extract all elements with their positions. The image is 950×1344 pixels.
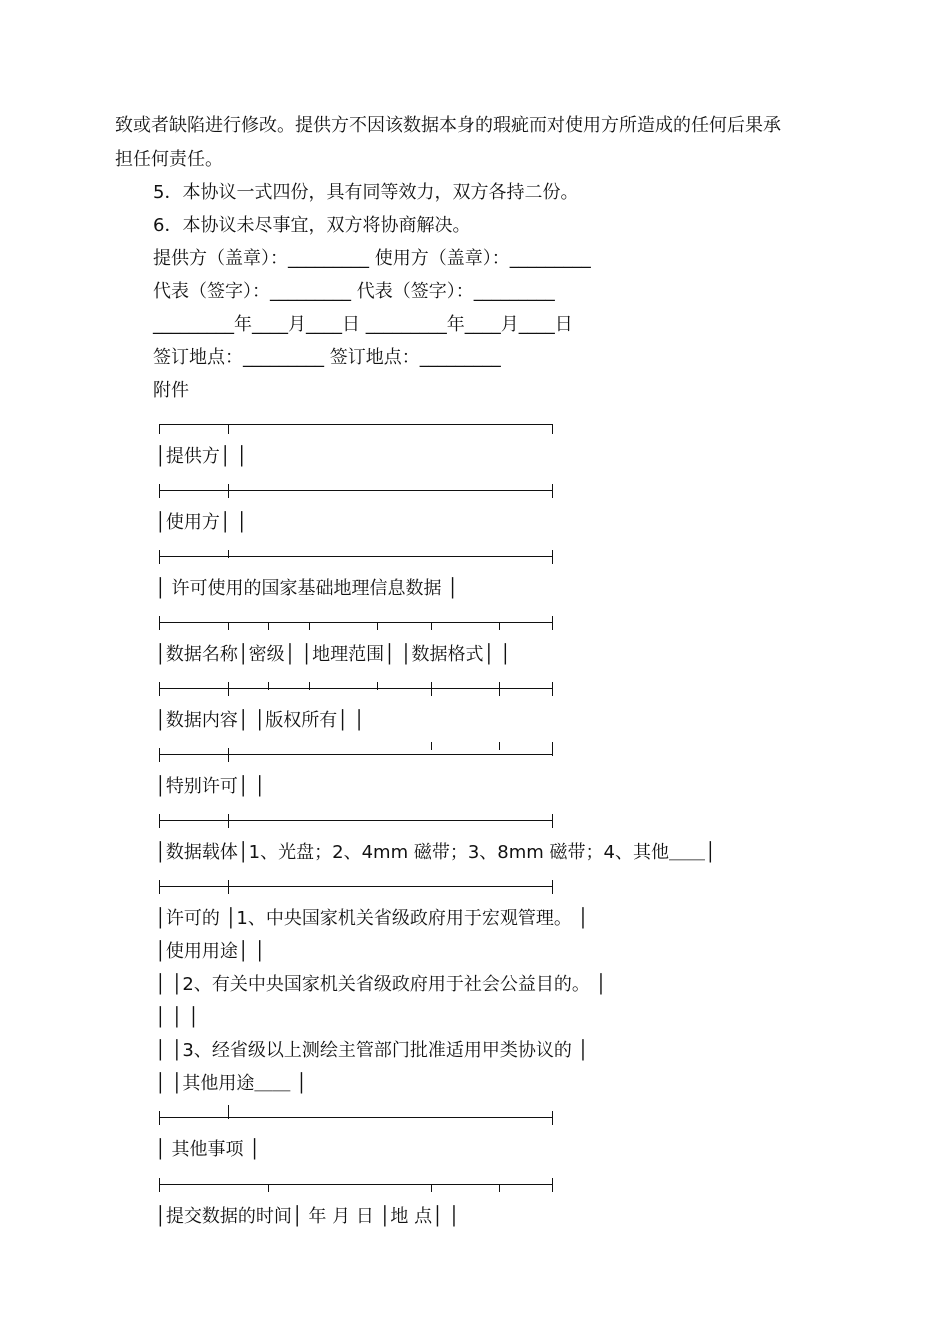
form-rule-6 [159,820,553,821]
form-row-other-matters: │ 其他事项 │ [155,1139,261,1160]
paragraph-line-2: 担任何责任。 [115,149,223,170]
tick [228,748,229,762]
form-row-use-label: │使用用途│ │ [155,941,266,962]
form-rule-4 [159,688,553,689]
form-row-data-carrier: │数据载体│1、光盘；2、4mm 磁带；3、8mm 磁带；4、其他＿＿│ [155,842,716,863]
form-row-licensed-data: │ 许可使用的国家基础地理信息数据 │ [155,578,459,599]
form-row-use-2: │ │2、有关中央国家机关省级政府用于社会公益目的。 │ [155,974,607,995]
tick [268,622,269,630]
paragraph-line-1: 致或者缺陷进行修改。提供方不因该数据本身的瑕疵而对使用方所造成的任何后果承 [115,115,781,136]
tick [159,748,160,762]
tick [159,484,160,498]
signature-place-line: 签订地点：_________ 签订地点：_________ [153,347,501,368]
tick [228,880,229,894]
tick [268,682,269,690]
clause-6: 6．本协议未尽事宜，双方将协商解决。 [153,215,471,236]
form-rule-9 [159,1184,553,1185]
tick [431,742,432,750]
tick [431,1184,432,1192]
attachment-title: 附件 [153,380,189,401]
form-row-special-permit: │特别许可│ │ [155,776,266,797]
tick [159,814,160,828]
tick [228,682,229,696]
tick [268,1184,269,1192]
form-row-data-content: │数据内容│ │版权所有│ │ [155,710,365,731]
tick [159,682,160,696]
clause-5: 5．本协议一式四份，具有同等效力，双方各持二份。 [153,182,579,203]
form-rule-3 [159,622,553,623]
tick [228,1105,229,1119]
form-rule-1 [159,490,553,491]
tick [159,880,160,894]
form-row-user: │使用方│ │ [155,512,248,533]
tick [552,814,553,828]
tick [228,424,229,434]
form-rule-8 [159,1117,553,1118]
tick [228,622,229,630]
signature-rep-line: 代表（签字）：_________ 代表（签字）：_________ [153,281,555,302]
tick [552,1111,553,1125]
tick [552,424,553,434]
tick [159,1111,160,1125]
tick [377,622,378,630]
tick [552,742,553,756]
tick [552,484,553,498]
tick [552,880,553,894]
form-row-submit-time: │提交数据的时间│ 年 月 日 │地 点│ │ [155,1206,460,1227]
form-row-data-name: │数据名称│密级│ │地理范围│ │数据格式│ │ [155,644,511,665]
form-row-provider: │提供方│ │ [155,446,248,467]
tick [431,622,432,630]
tick [228,484,229,498]
tick [159,1178,160,1192]
signature-date-line: _________年____月____日 _________年____月____日 [153,314,573,335]
form-rule-2 [159,556,553,557]
form-top-rule [159,424,553,425]
form-row-use-1: │许可的 │1、中央国家机关省级政府用于宏观管理。 │ [155,908,589,929]
tick [159,616,160,630]
tick [499,1184,500,1192]
tick [309,622,310,630]
tick [377,682,378,690]
tick [309,682,310,690]
tick [228,550,229,558]
tick [552,550,553,564]
signature-seal-line: 提供方（盖章）：_________ 使用方（盖章）：_________ [153,248,591,269]
tick [159,550,160,564]
tick [228,814,229,828]
tick [552,1178,553,1192]
tick [159,424,160,434]
tick [552,616,553,630]
tick [431,682,432,696]
form-rule-7 [159,886,553,887]
form-row-blank: │ │ │ [155,1007,199,1028]
tick [499,682,500,696]
form-row-other-use: │ │其他用途＿＿ │ [155,1073,307,1094]
tick [499,742,500,750]
tick [552,682,553,696]
tick [499,622,500,630]
form-rule-5 [159,754,553,755]
form-row-use-3: │ │3、经省级以上测绘主管部门批准适用甲类协议的 │ [155,1040,589,1061]
